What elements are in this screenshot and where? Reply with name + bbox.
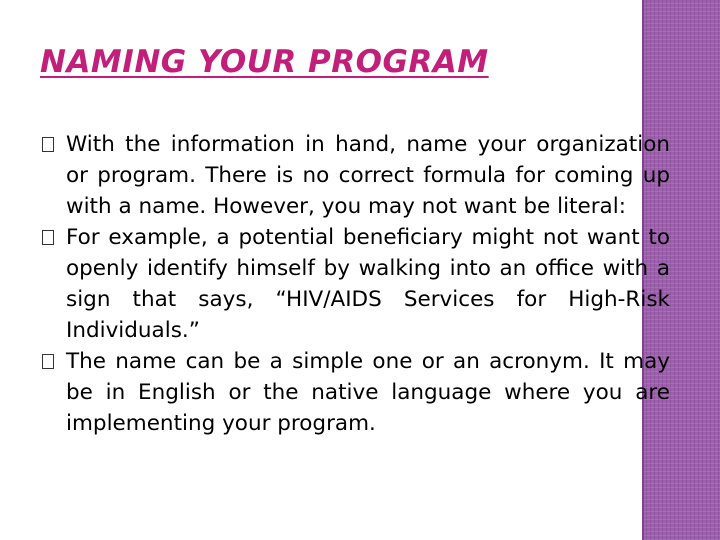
bullet-box-icon xyxy=(42,137,54,152)
bullet-item xyxy=(40,346,670,439)
bullet-text: For example, a potential beneficiary might not want to openly identify himself by walking into an office with a sign that says, “HIV/AIDS Services for High-Risk Individuals.” xyxy=(66,225,670,343)
bullet-text: With the information in hand, name your organization or program. There is no correct formula for coming up with a name. However, you may not want be literal: xyxy=(66,132,670,219)
bullet-box-icon xyxy=(42,354,54,369)
bullet-item xyxy=(40,129,670,222)
slide-title: NAMING YOUR PROGRAM xyxy=(40,44,489,80)
bullet-list xyxy=(40,129,670,439)
bullet-item xyxy=(40,222,670,346)
bullet-box-icon xyxy=(42,230,54,245)
bullet-text: The name can be a simple one or an acronym. It may be in English or the native language where you are implementing your program. xyxy=(66,349,670,436)
